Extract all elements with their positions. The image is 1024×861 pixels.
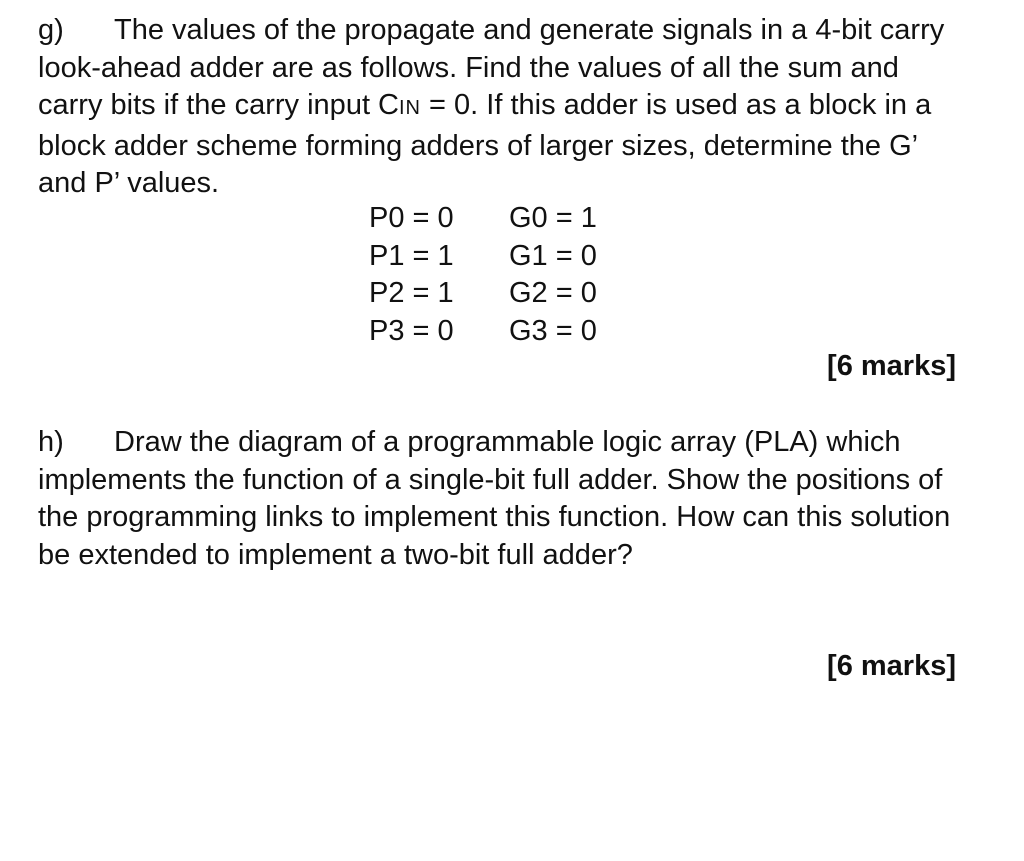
generate-value: G1 = 0	[509, 239, 597, 272]
signal-row	[369, 200, 597, 238]
question-h-label: h)	[38, 426, 64, 458]
generate-value: G2 = 0	[509, 277, 597, 309]
signal-row	[369, 275, 597, 313]
question-g-label: g)	[38, 14, 64, 46]
propagate-value: P2 = 1	[369, 277, 454, 309]
signal-row	[369, 238, 597, 276]
question-g-text-part2: = 0. If this adder is used as a block in a block adder scheme forming adders of larger sizes, determine the G’ and P’ values.	[38, 89, 932, 199]
propagate-value: P0 = 0	[369, 202, 454, 234]
signal-row	[369, 313, 597, 351]
propagate-value: P1 = 1	[369, 239, 454, 272]
question-g-text-part1: The values of the propagate and generate signals in a 4-bit carry look-ahead adder are as follows. Find the values of all the sum and carry bits if the carry input C	[38, 14, 945, 121]
generate-value: G3 = 0	[509, 314, 597, 347]
question-g	[38, 12, 958, 203]
question-h-text: Draw the diagram of a programmable logic array (PLA) which implements the function of a single-bit full adder. Show the positions of the programming links to implement this function. How can this solution be extended to implement a two-bit full adder?	[38, 426, 951, 571]
question-g-marks: [6 marks]	[827, 350, 956, 382]
question-h-marks: [6 marks]	[827, 650, 956, 682]
propagate-value: P3 = 0	[369, 314, 454, 347]
generate-value: G0 = 1	[509, 202, 597, 234]
signal-table	[369, 200, 597, 350]
cin-subscript: IN	[399, 97, 421, 119]
question-h	[38, 424, 958, 574]
